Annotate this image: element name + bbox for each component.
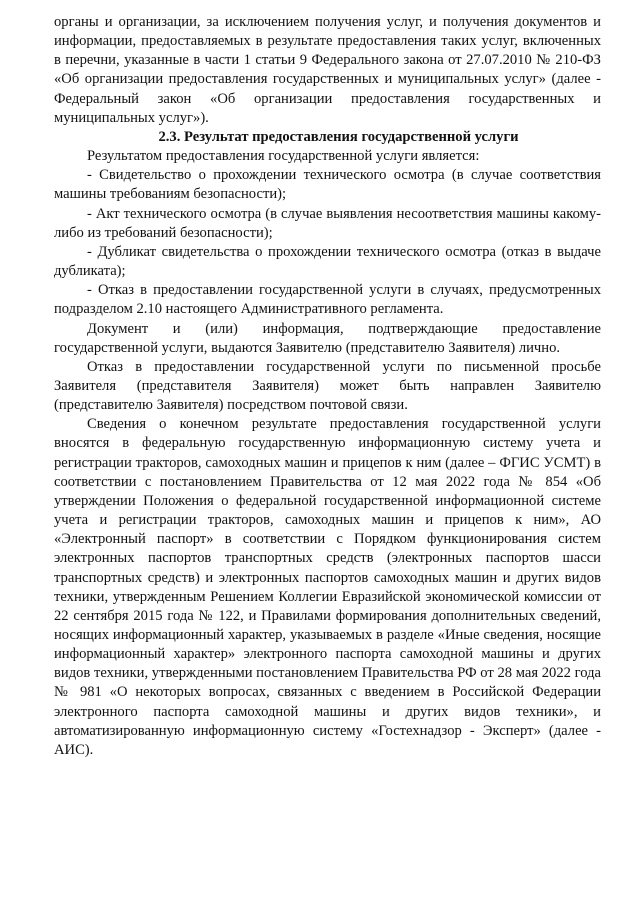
document-body xyxy=(54,13,601,760)
list-item-inspection-act: - Акт технического осмотра (в случае выявления несоответствия машины какому-либо из требований безопасности); xyxy=(54,205,601,241)
result-intro-paragraph: Результатом предоставления государственной услуги является: xyxy=(87,148,480,165)
list-item-duplicate: - Дубликат свидетельства о прохождении технического осмотра (отказ в выдаче дубликата); xyxy=(54,243,601,280)
section-heading: 2.3. Результат предоставления государственной услуги xyxy=(158,128,519,145)
intro-paragraph: органы и организации, за исключением получения услуг, и получения документов и информации, предоставляемых в результате предоставления таких услуг, включенных в перечни, указанные в части 1 статьи 9 Федерального закона от 27.07.2010 № 210-ФЗ «Об организации предоставления государственных и муниципальных услуг» (далее - Федеральный закон «Об организации предоставления государственных и муниципальных услуг»). xyxy=(54,14,601,126)
list-item-certificate: - Свидетельство о прохождении технического осмотра (в случае соответствия машины требованиям безопасности); xyxy=(54,167,601,203)
paragraph-refusal-mail: Отказ в предоставлении государственной услуги по письменной просьбе Заявителя (представителя Заявителя) может быть направлен Заявителю (представителю Заявителя) посредством почтовой связи. xyxy=(54,358,601,414)
paragraph-registration-systems: Сведения о конечном результате предоставления государственной услуги вносятся в федеральную государственную информационную систему учета и регистрации тракторов, самоходных машин и прицепов к ним (далее – ФГИС УСМТ) в соответствии с постановлением Правительства от 12 мая 2022 года № 854 «Об утверждении Положения о федеральной государственной информационной системе учета и регистрации тракторов, самоходных машин и прицепов к ним», АО «Электронный паспорт» в соответствии с Порядком функционирования систем электронных паспортов транспортных средств (электронных паспортов шасси транспортных средств) и электронных паспортов самоходных машин и других видов техники, утвержденным Решением Коллегии Евразийской экономической комиссии от 22 сентября 2015 года № 122, и Правилами формирования дополнительных сведений, носящих информационный характер, указываемых в разделе «Иные сведения, носящие информационный характер» электронного паспорта самоходной машины и других видов техники, утвержденными постановлением Правительства РФ от 28 мая 2022 года № 981 «О некоторых вопросах, связанных с введением в Российской Федерации электронного паспорта самоходной машины и других видов техники», и автоматизированную информационную систему «Гостехнадзор - Эксперт» (далее - АИС). xyxy=(54,416,601,758)
paragraph-issuance: Документ и (или) информация, подтверждающие предоставление государственной услуги, выдаются Заявителю (представителю Заявителя) лично. xyxy=(54,320,601,356)
list-item-refusal: - Отказ в предоставлении государственной услуги в случаях, предусмотренных подразделом 2.10 настоящего Административного регламента. xyxy=(54,282,601,318)
